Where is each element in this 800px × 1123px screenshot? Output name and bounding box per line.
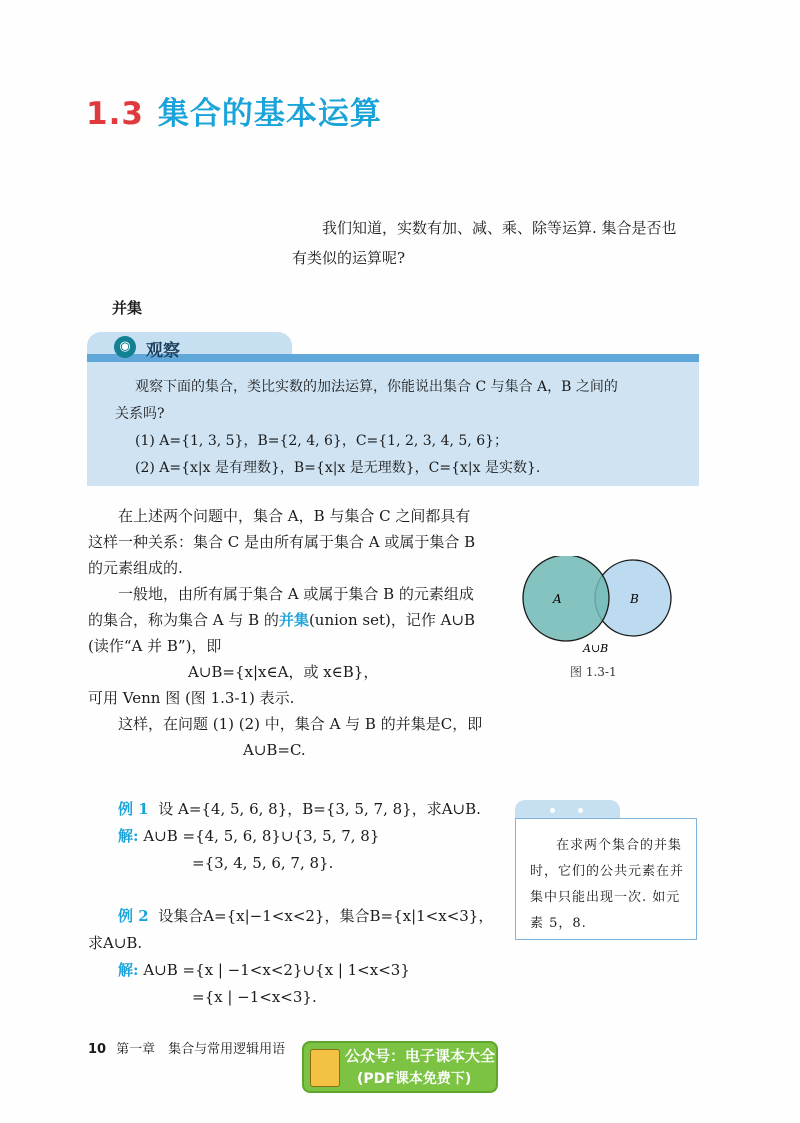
example-text: 设 A={4, 5, 6, 8}，B={3, 5, 7, 8}，求A∪B.	[158, 800, 481, 818]
body-line: 一般地，由所有属于集合 A 或属于集合 B 的元素组成	[118, 585, 474, 603]
formula-result: A∪B=C.	[243, 741, 306, 759]
venn-label-a: A	[553, 592, 562, 606]
solution-label: 解:	[118, 827, 139, 845]
body-line: 这样一种关系：集合 C 是由所有属于集合 A 或属于集合 B	[88, 533, 476, 551]
example-text: 设集合A={x|−1<x<2}，集合B={x|1<x<3}，	[158, 907, 494, 925]
section-title: 集合的基本运算	[157, 96, 382, 132]
observe-panel	[87, 362, 699, 486]
note-line: 在求两个集合的并集	[556, 838, 683, 853]
note-line: 素 5，8.	[530, 916, 587, 931]
note-dot	[578, 808, 583, 813]
venn-circle-a	[523, 556, 609, 641]
solution-label: 解:	[118, 961, 139, 979]
example-2	[88, 903, 508, 1011]
body-line: (读作“A 并 B”)，即	[88, 637, 222, 655]
observe-line: 关系吗?	[115, 406, 165, 422]
book-icon	[310, 1049, 340, 1087]
figure-caption: 图 1.3-1	[570, 665, 617, 679]
watermark-line: (PDF课本免费下)	[357, 1071, 472, 1087]
venn-label-union: A∪B	[583, 642, 609, 655]
note-dot	[550, 808, 555, 813]
observe-line: (1) A={1, 3, 5}，B={2, 4, 6}，C={1, 2, 3, 4, 5, 6}；	[135, 433, 509, 449]
body-line	[88, 607, 508, 633]
body-text	[88, 503, 508, 763]
formula-union: A∪B={x|x∈A，或 x∈B}，	[188, 663, 379, 681]
venn-diagram	[518, 556, 688, 656]
solution-line	[88, 957, 508, 984]
intro-text	[292, 213, 712, 273]
intro-line: 有类似的运算呢?	[292, 249, 406, 267]
subsection-title: 并集	[112, 299, 143, 317]
solution-text: A∪B ={4, 5, 6, 8}∪{3, 5, 7, 8}	[143, 827, 380, 845]
observe-icon: ◉	[114, 336, 136, 358]
intro-line: 我们知道，实数有加、减、乘、除等运算. 集合是否也	[322, 219, 677, 237]
side-note	[515, 818, 697, 940]
solution-line: ={x | −1<x<3}.	[192, 988, 317, 1006]
watermark-line: 公众号：电子课本大全	[345, 1047, 496, 1065]
note-line: 时，它们的公共元素在并	[530, 864, 685, 879]
solution-line	[88, 823, 508, 850]
example-label: 例 2	[118, 907, 149, 925]
solution-text: A∪B ={x | −1<x<2}∪{x | 1<x<3}	[143, 961, 410, 979]
section-number: 1.3	[86, 96, 144, 132]
note-line: 集中只能出现一次. 如元	[530, 890, 681, 905]
body-line: 的元素组成的.	[88, 559, 183, 577]
example-line: 求A∪B.	[88, 934, 143, 952]
chapter-title: 第一章 集合与常用逻辑用语	[116, 1042, 286, 1057]
example-line	[88, 903, 508, 930]
observe-line: 观察下面的集合，类比实数的加法运算，你能说出集合 C 与集合 A，B 之间的	[135, 379, 618, 395]
example-line	[88, 796, 508, 823]
example-label: 例 1	[118, 800, 149, 818]
page-footer	[88, 1038, 285, 1057]
venn-label-b: B	[630, 592, 639, 606]
page-number: 10	[88, 1042, 107, 1057]
body-line: 在上述两个问题中，集合 A，B 与集合 C 之间都具有	[118, 507, 471, 525]
body-span: 的集合，称为集合 A 与 B 的	[88, 611, 279, 629]
observe-label: 观察	[146, 341, 180, 361]
section-heading	[86, 88, 382, 133]
observe-line: (2) A={x|x 是有理数}，B={x|x 是无理数}，C={x|x 是实数}.	[135, 460, 541, 476]
term-union: 并集	[278, 611, 309, 629]
body-line: 这样，在问题 (1) (2) 中，集合 A 与 B 的并集是C，即	[118, 715, 483, 733]
solution-line: ={3, 4, 5, 6, 7, 8}.	[192, 854, 334, 872]
body-line: 可用 Venn 图 (图 1.3-1) 表示.	[88, 689, 295, 707]
body-span: (union set)，记作 A∪B	[308, 611, 476, 629]
example-1	[88, 796, 508, 877]
